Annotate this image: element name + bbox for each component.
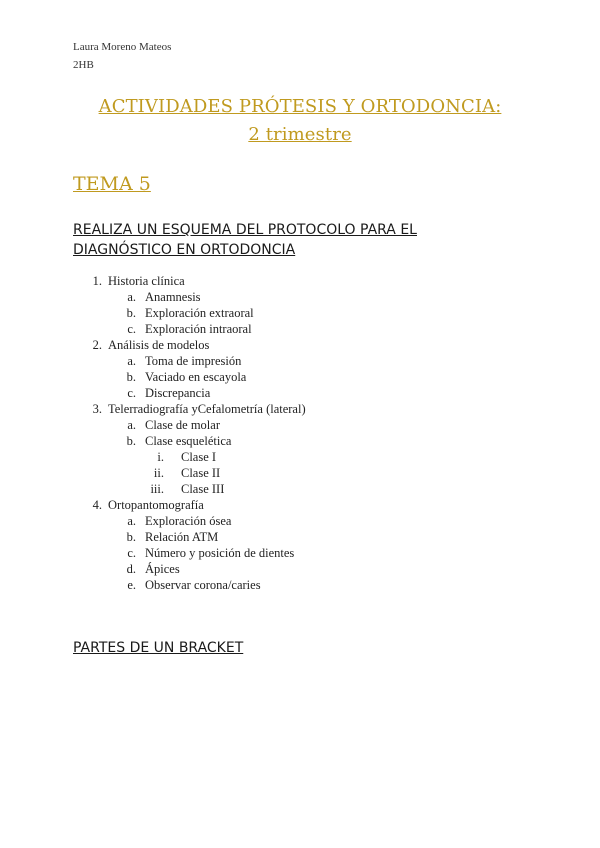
item-text: Telerradiografía yCefalometría (lateral)	[108, 402, 306, 416]
tema-heading: TEMA 5	[73, 173, 151, 195]
item-number: b.	[126, 306, 136, 320]
item-text: Vaciado en escayola	[145, 370, 247, 384]
item-number: 3.	[92, 402, 102, 416]
item-number: c.	[127, 322, 136, 336]
item-number: 4.	[92, 498, 102, 512]
item-number: b.	[126, 370, 136, 384]
section-heading-protocol	[73, 220, 543, 260]
item-text: Ortopantomografía	[108, 498, 204, 512]
item-number: c.	[127, 546, 136, 560]
author-name: Laura Moreno Mateos	[73, 41, 172, 53]
item-text: Exploración ósea	[145, 514, 232, 528]
item-number: iii.	[150, 482, 164, 496]
item-text: Clase III	[181, 482, 225, 496]
item-text: Discrepancia	[145, 386, 211, 400]
item-number: 2.	[92, 338, 102, 352]
item-number: a.	[127, 514, 136, 528]
section-heading-line-2: DIAGNÓSTICO EN ORTODONCIA	[73, 242, 296, 258]
item-text: Análisis de modelos	[108, 338, 210, 352]
document-header	[73, 38, 171, 74]
item-text: Clase esquelética	[145, 434, 232, 448]
item-text: Clase I	[181, 450, 217, 464]
item-text: Exploración intraoral	[145, 322, 252, 336]
author-group: 2HB	[73, 59, 94, 71]
item-number: a.	[127, 354, 136, 368]
item-number: c.	[127, 386, 136, 400]
item-number: b.	[126, 530, 136, 544]
item-number: e.	[127, 578, 136, 592]
title-line-1: ACTIVIDADES PRÓTESIS Y ORTODONCIA:	[98, 96, 502, 117]
item-text: Relación ATM	[145, 530, 219, 544]
item-number: a.	[127, 290, 136, 304]
item-text: Toma de impresión	[145, 354, 242, 368]
document-title	[40, 93, 560, 149]
item-number: 1.	[92, 274, 102, 288]
section-heading-line-1: REALIZA UN ESQUEMA DEL PROTOCOLO PARA EL	[73, 222, 417, 238]
title-line-2: 2 trimestre	[248, 124, 352, 145]
item-text: Clase II	[181, 466, 221, 480]
item-number: b.	[126, 434, 136, 448]
item-number: d.	[126, 562, 136, 576]
item-text: Número y posición de dientes	[145, 546, 295, 560]
item-text: Historia clínica	[108, 274, 185, 288]
item-text: Observar corona/caries	[145, 578, 261, 592]
item-number: i.	[157, 450, 164, 464]
section-heading-bracket: PARTES DE UN BRACKET	[73, 640, 244, 656]
item-text: Exploración extraoral	[145, 306, 254, 320]
item-number: ii.	[153, 466, 164, 480]
item-text: Anamnesis	[145, 290, 201, 304]
item-number: a.	[127, 418, 136, 432]
item-text: Clase de molar	[145, 418, 220, 432]
item-text: Ápices	[145, 562, 180, 576]
